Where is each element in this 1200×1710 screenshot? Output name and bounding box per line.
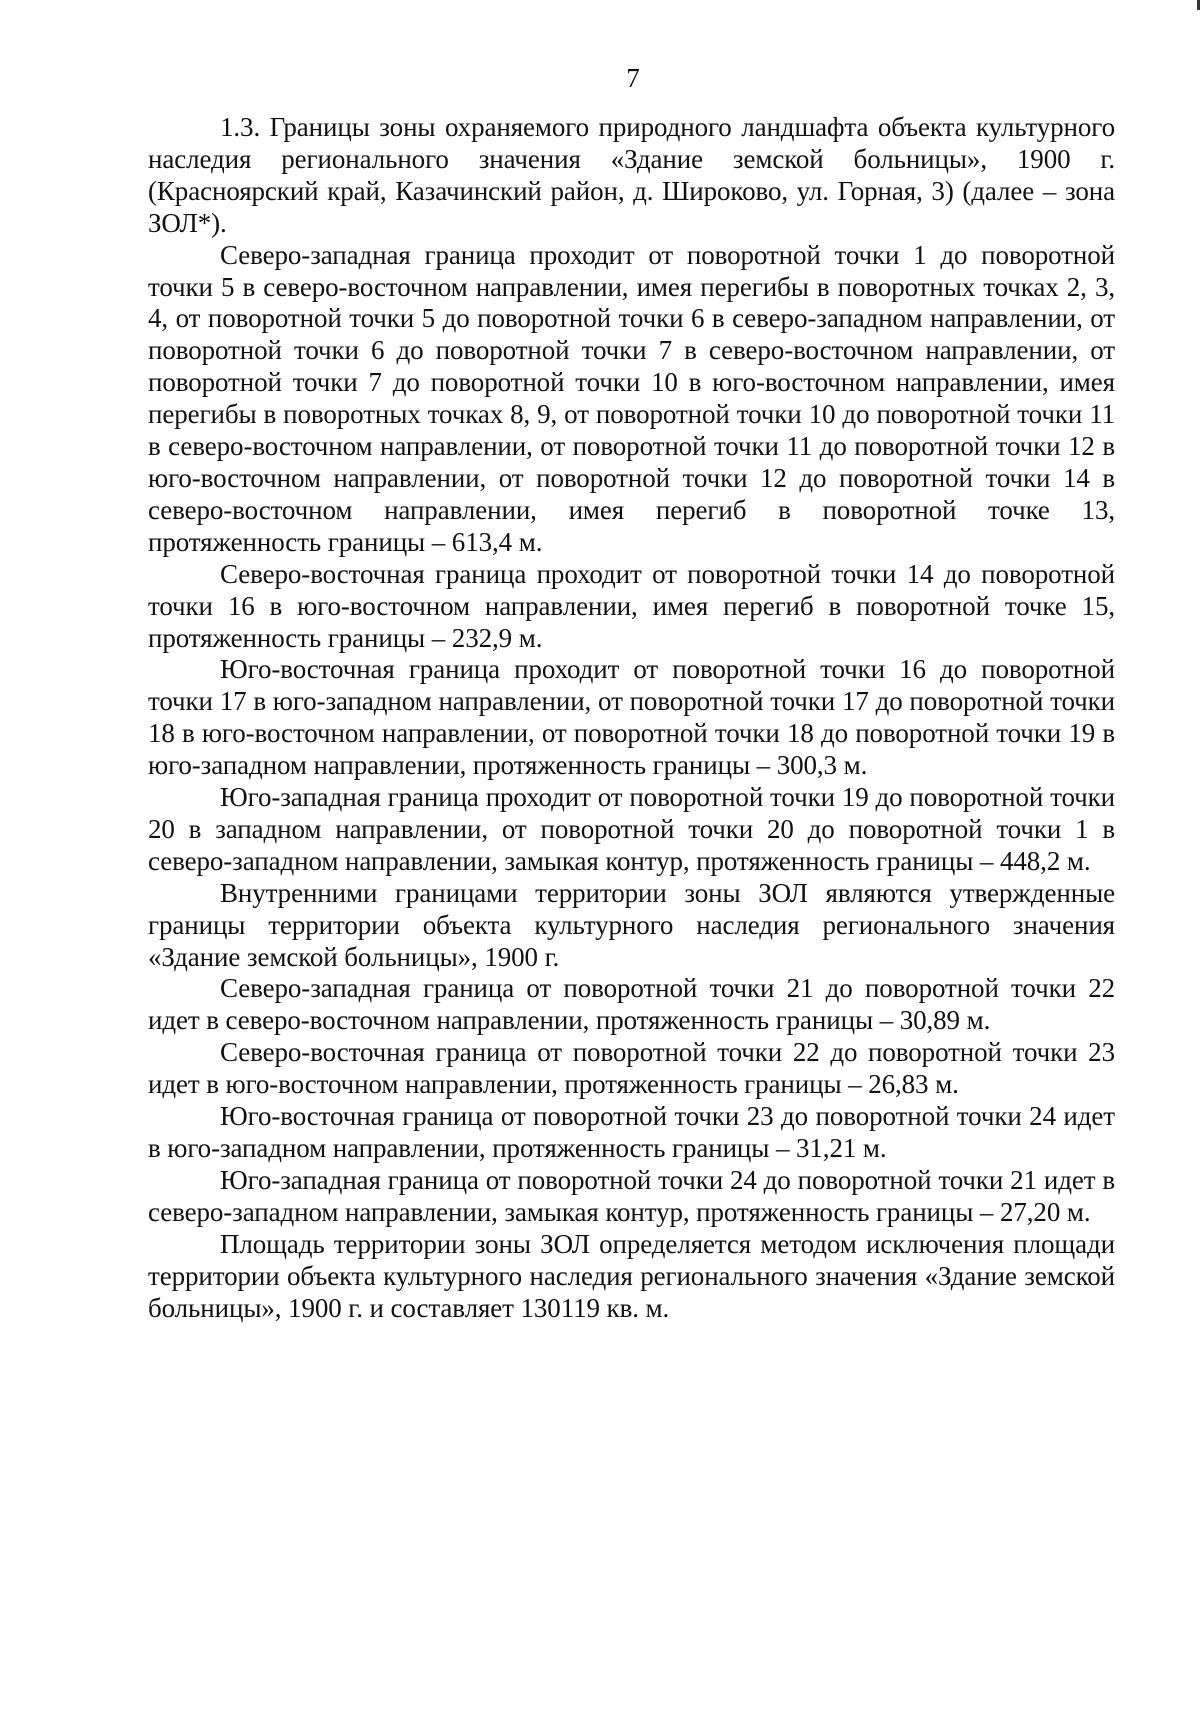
paragraph-southeast-boundary: Юго-восточная граница проходит от поворотной точки 16 до поворотной точки 17 в юго-западном направлении, от поворотной точки 17 до поворотной точки 18 в юго-восточном направлении, от поворотной точки 18 до поворотной точки 19 в юго-западном направлении, протяженность границы – 300,3 м. [148, 654, 1115, 781]
paragraph-zone-area: Площадь территории зоны ЗОЛ определяется методом исключения площади территории объекта культурного наследия регионального значения «Здание земской больницы», 1900 г. и составляет 130119 кв. м. [148, 1228, 1115, 1323]
paragraph-inner-southeast-boundary: Юго-восточная граница от поворотной точки 23 до поворотной точки 24 идет в юго-западном направлении, протяженность границы – 31,21 м. [148, 1101, 1115, 1163]
paragraph-southwest-boundary: Юго-западная граница проходит от поворотной точки 19 до поворотной точки 20 в западном направлении, от поворотной точки 20 до поворотной точки 1 в северо-западном направлении, замыкая контур, протяженность границы – 448,2 м. [148, 782, 1115, 876]
paragraph-inner-southwest-boundary: Юго-западная граница от поворотной точки 24 до поворотной точки 21 идет в северо-западном направлении, замыкая контур, протяженность границы – 27,20 м. [148, 1164, 1115, 1227]
paragraph-inner-northwest-boundary: Северо-западная граница от поворотной точки 21 до поворотной точки 22 идет в северо-восточном направлении, протяженность границы – 30,89 м. [148, 973, 1115, 1036]
page-number: 7 [626, 63, 640, 93]
document-body [148, 112, 1115, 1324]
paragraph-zone-definition: 1.3. Границы зоны охраняемого природного ландшафта объекта культурного наследия регионального значения «Здание земской больницы», 1900 г. (Красноярский край, Казачинский район, д. Широково, ул. Горная, 3) (далее – зона ЗОЛ*). [148, 112, 1115, 238]
paragraph-inner-northeast-boundary: Северо-восточная граница от поворотной точки 22 до поворотной точки 23 идет в юго-восточном направлении, протяженность границы – 26,83 м. [148, 1037, 1115, 1100]
paragraph-northeast-boundary: Северо-восточная граница проходит от поворотной точки 14 до поворотной точки 16 в юго-восточном направлении, имея перегиб в поворотной точке 15, протяженность границы – 232,9 м. [148, 558, 1115, 653]
paragraph-inner-boundaries: Внутренними границами территории зоны ЗОЛ являются утвержденные границы территории объекта культурного наследия регионального значения «Здание земской больницы», 1900 г. [148, 877, 1115, 972]
paragraph-northwest-boundary: Северо-западная граница проходит от поворотной точки 1 до поворотной точки 5 в северо-восточном направлении, имея перегибы в поворотных точках 2, 3, 4, от поворотной точки 5 до поворотной точки 6 в северо-западном направлении, от поворотной точки 6 до поворотной точки 7 в северо-восточном направлении, от поворотной точки 7 до поворотной точки 10 в юго-восточном направлении, имея перегибы в поворотных точках 8, 9, от поворотной точки 10 до поворотной точки 11 в северо-восточном направлении, от поворотной точки 11 до поворотной точки 12 в юго-восточном направлении, от поворотной точки 12 до поворотной точки 14 в северо-восточном направлении, имея перегиб в поворотной точке 13, протяженность границы – 613,4 м. [148, 239, 1115, 557]
